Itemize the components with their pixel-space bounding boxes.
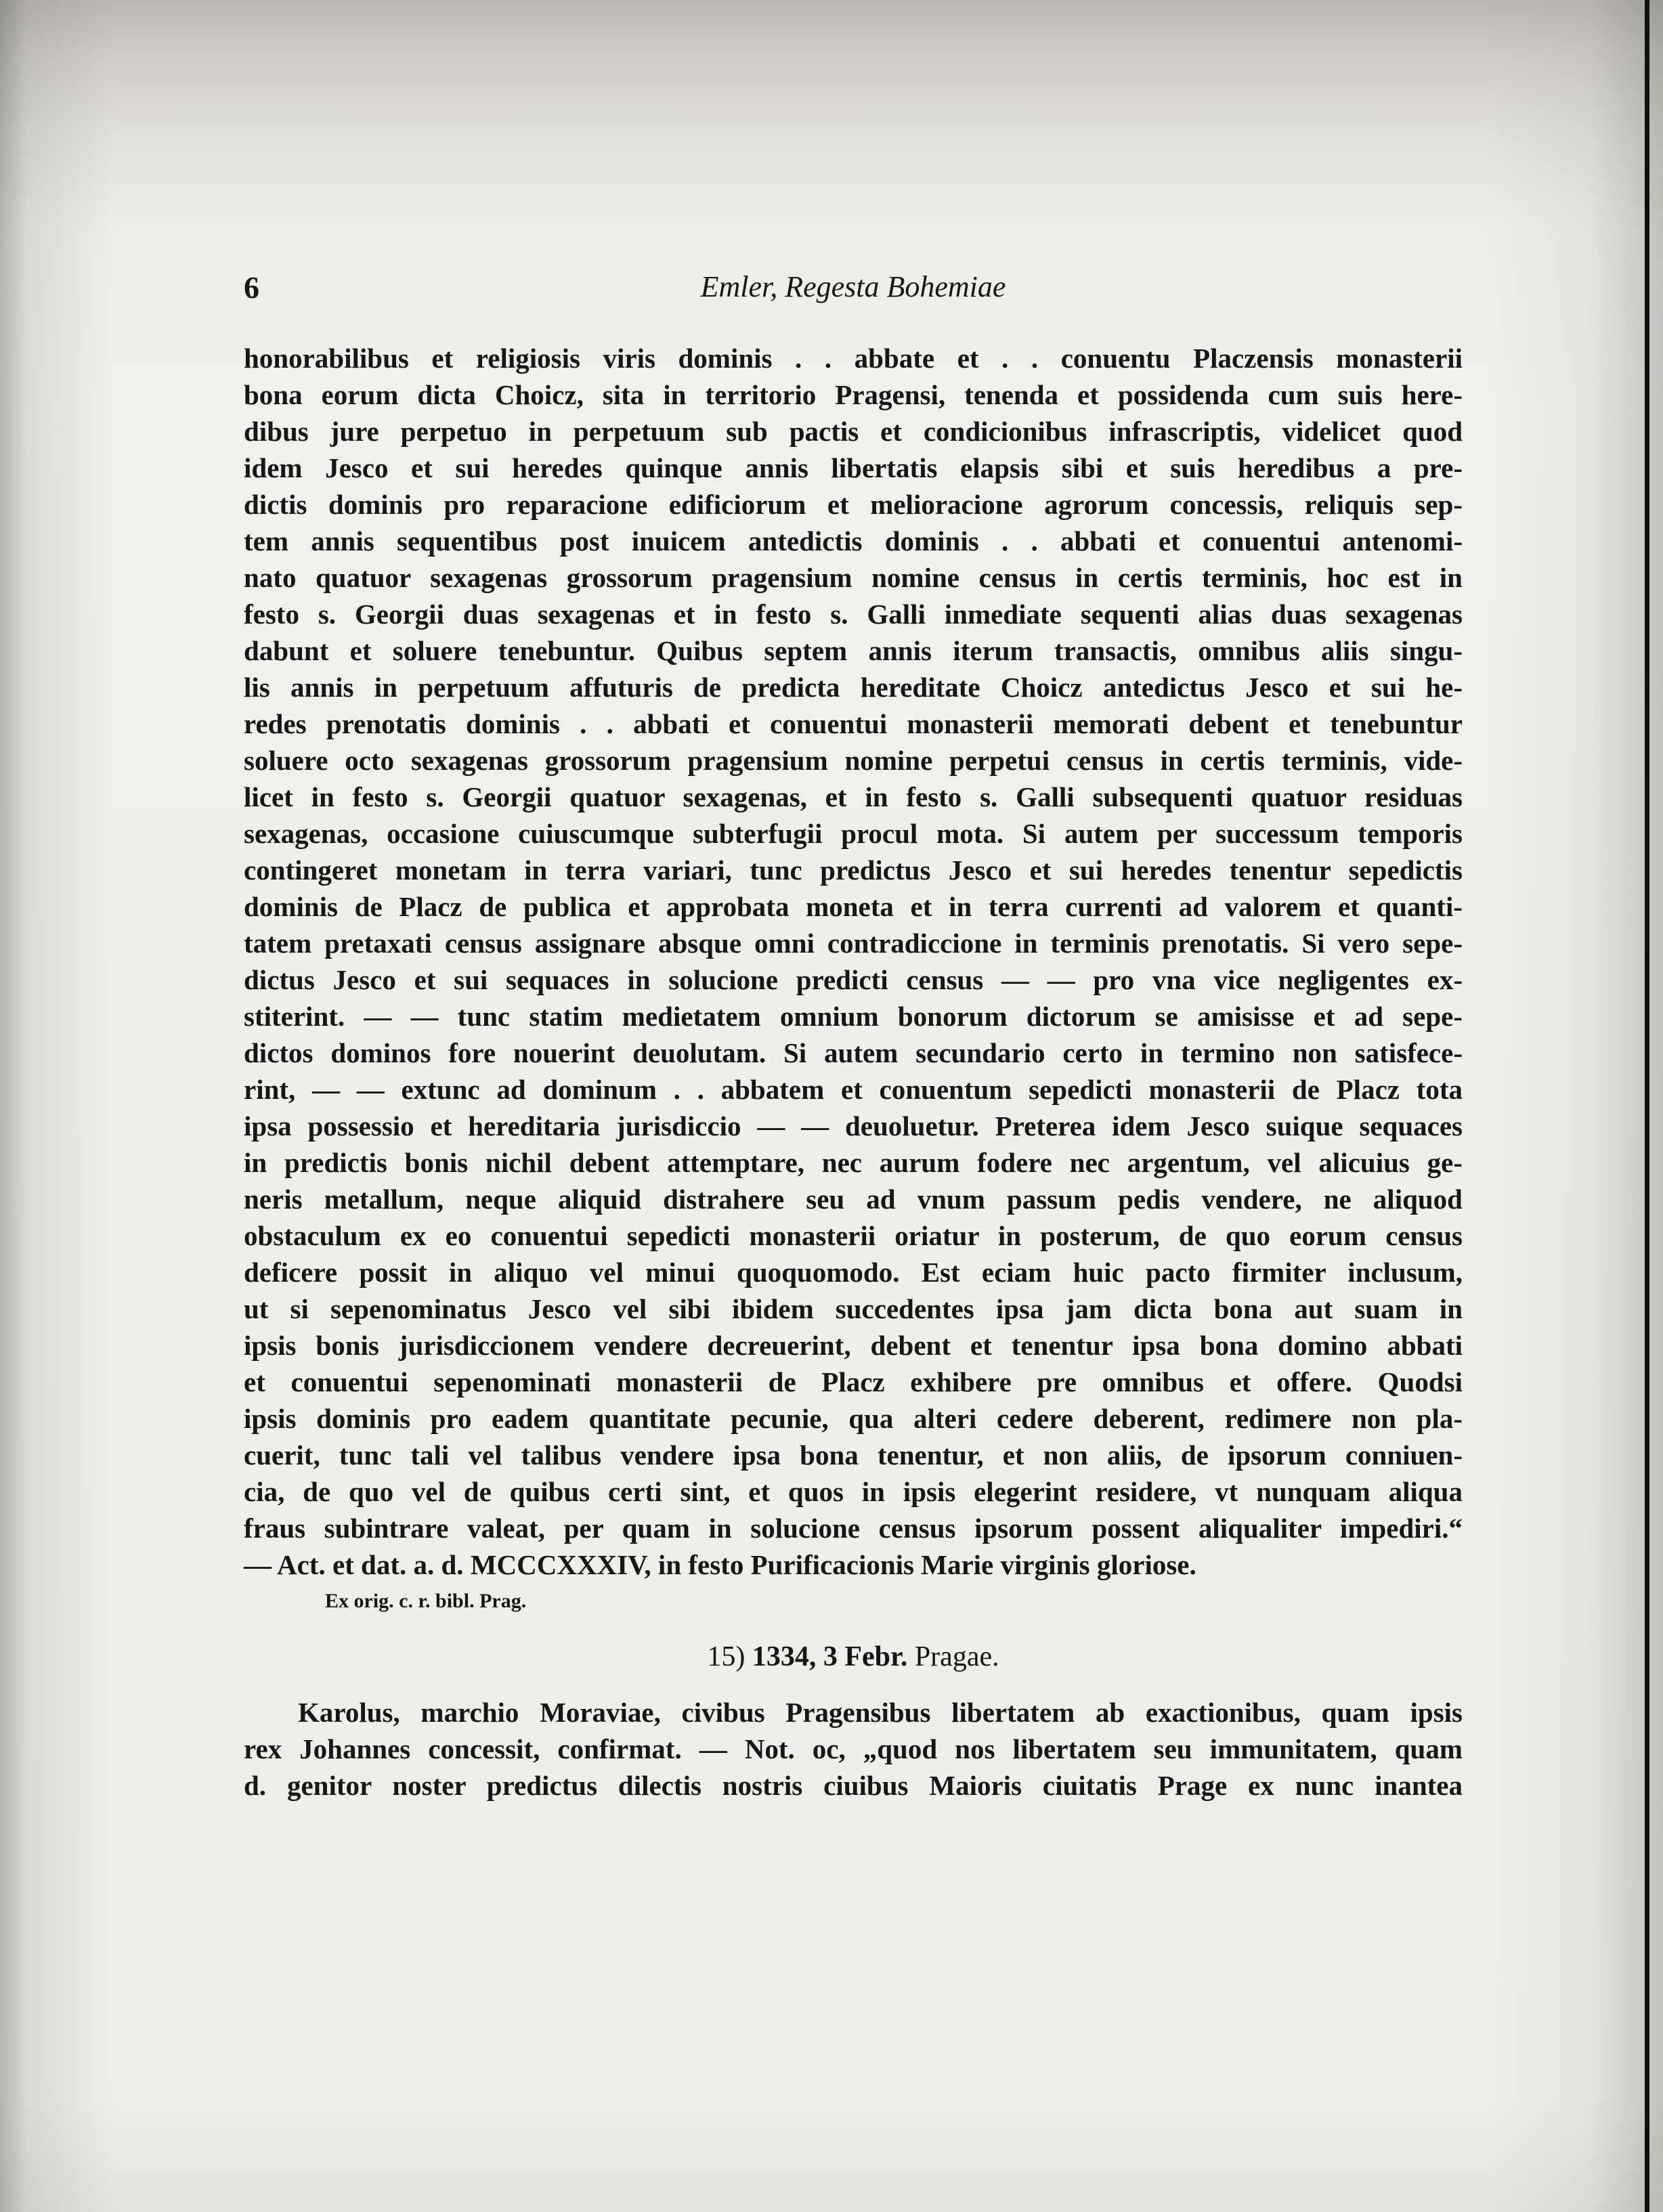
text-line: dictis dominis pro reparacione edificiorum et melioracione agrorum concessis, reliquis sep- xyxy=(244,489,1463,520)
text-line: licet in festo s. Georgii quatuor sexagenas, et in festo s. Galli subsequenti quatuor residuas xyxy=(244,781,1463,812)
text-line: deficere possit in aliquo vel minui quoquomodo. Est eciam huic pacto firmiter inclusum, xyxy=(244,1257,1463,1288)
text-line: dibus jure perpetuo in perpetuum sub pactis et condicionibus infrascriptis, videlicet quod xyxy=(244,416,1463,447)
entry-heading xyxy=(244,1620,1463,1680)
paragraph-gap xyxy=(244,1680,1463,1694)
text-line: in predictis bonis nichil debent attemptare, nec aurum fodere nec argentum, vel alicuius ge- xyxy=(244,1147,1463,1178)
text-line: fraus subintrare valeat, per quam in solucione census ipsorum possent aliqualiter impediri.“ xyxy=(244,1513,1463,1544)
text-line: d. genitor noster predictus dilectis nostris ciuibus Maioris ciuitatis Prage ex nunc inantea xyxy=(244,1770,1463,1801)
text-line: soluere octo sexagenas grossorum pragensium nomine perpetui census in certis terminis, vide- xyxy=(244,745,1463,776)
text-line: ipsis dominis pro eadem quantitate pecunie, qua alteri cedere deberent, redimere non pla- xyxy=(244,1403,1463,1434)
text-line: cuerit, tunc tali vel talibus vendere ipsa bona tenentur, et non aliis, de ipsorum conniuen- xyxy=(244,1439,1463,1471)
text-line: honorabilibus et religiosis viris dominis . . abbate et . . conuentu Placzensis monasterii xyxy=(244,343,1463,374)
text-line: rint, — — extunc ad dominum . . abbatem et conuentum sepedicti monasterii de Placz tota xyxy=(244,1074,1463,1105)
entry-place: Pragae. xyxy=(914,1641,999,1672)
text-line: lis annis in perpetuum affuturis de predicta hereditate Choicz antedictus Jesco et sui he- xyxy=(244,672,1463,703)
page-header xyxy=(244,269,1463,310)
text-line: festo s. Georgii duas sexagenas et in festo s. Galli inmediate sequenti alias duas sexagenas xyxy=(244,599,1463,630)
text-line: redes prenotatis dominis . . abbati et conuentui monasterii memorati debent et tenebuntur xyxy=(244,708,1463,739)
text-line: sexagenas, occasione cuiuscumque subterfugii procul mota. Si autem per successum temporis xyxy=(244,818,1463,849)
text-line: dictus Jesco et sui sequaces in solucione predicti census — — pro vna vice negligentes ex- xyxy=(244,964,1463,995)
text-line: neris metallum, neque aliquid distrahere seu ad vnum passum pedis vendere, ne aliquod xyxy=(244,1184,1463,1215)
text-line: stiterint. — — tunc statim medietatem omnium bonorum dictorum se amisisse et ad sepe- xyxy=(244,1001,1463,1032)
text-line: et conuentui sepenominati monasterii de Placz exhibere pre omnibus et offere. Quodsi xyxy=(244,1366,1463,1397)
body-text xyxy=(244,340,1463,1804)
text-line: dominis de Placz de publica et approbata moneta et in terra currenti ad valorem et quanti- xyxy=(244,891,1463,922)
text-line: tem annis sequentibus post inuicem antedictis dominis . . abbati et conuentui antenomi- xyxy=(244,525,1463,557)
text-line: tatem pretaxati census assignare absque omni contradiccione in terminis prenotatis. Si vero sepe- xyxy=(244,928,1463,959)
entry-date: 1334, 3 Febr. xyxy=(752,1641,908,1672)
source-note: Ex orig. c. r. bibl. Prag. xyxy=(325,1590,527,1612)
text-line: obstaculum ex eo conuentui sepedicti monasterii oriatur in posterum, de quo eorum census xyxy=(244,1220,1463,1251)
text-line: — Act. et dat. a. d. MCCCXXXIV, in festo Purificacionis Marie virginis gloriose. xyxy=(244,1549,1196,1580)
right-edge-rule xyxy=(1645,0,1649,2212)
text-line: Karolus, marchio Moraviae, civibus Pragensibus libertatem ab exactionibus, quam ipsis xyxy=(298,1697,1463,1728)
text-line: rex Johannes concessit, confirmat. — Not. oc, „quod nos libertatem seu immunitatem, quam xyxy=(244,1733,1463,1764)
text-line: bona eorum dicta Choicz, sita in territorio Pragensi, tenenda et possidenda cum suis here- xyxy=(244,379,1463,410)
entry-number: 15) xyxy=(707,1641,746,1672)
text-line: ipsis bonis jurisdiccionem vendere decreuerint, debent et tenentur ipsa bona domino abbati xyxy=(244,1330,1463,1361)
text-line: ut si sepenominatus Jesco vel sibi ibidem succedentes ipsa jam dicta bona aut suam in xyxy=(244,1293,1463,1324)
text-line: ipsa possessio et hereditaria jurisdiccio — — deuoluetur. Preterea idem Jesco suique sequaces xyxy=(244,1110,1463,1142)
running-title: Emler, Regesta Bohemiae xyxy=(700,270,1006,303)
text-line: nato quatuor sexagenas grossorum pragensium nomine census in certis terminis, hoc est in xyxy=(244,562,1463,593)
text-line: dabunt et soluere tenebuntur. Quibus septem annis iterum transactis, omnibus aliis singu- xyxy=(244,635,1463,666)
text-line: contingeret monetam in terra variari, tunc predictus Jesco et sui heredes tenentur sepedictis xyxy=(244,854,1463,886)
left-edge-shadow xyxy=(0,0,115,2212)
text-line: dictos dominos fore nouerint deuolutam. Si autem secundario certo in termino non satisfece- xyxy=(244,1037,1463,1068)
page-number: 6 xyxy=(244,270,259,305)
text-line: idem Jesco et sui heredes quinque annis libertatis elapsis sibi et suis heredibus a pre- xyxy=(244,452,1463,483)
text-line: cia, de quo vel de quibus certi sint, et quos in ipsis elegerint residere, vt nunquam aliqua xyxy=(244,1476,1463,1507)
right-edge-shadow xyxy=(1487,0,1663,2212)
